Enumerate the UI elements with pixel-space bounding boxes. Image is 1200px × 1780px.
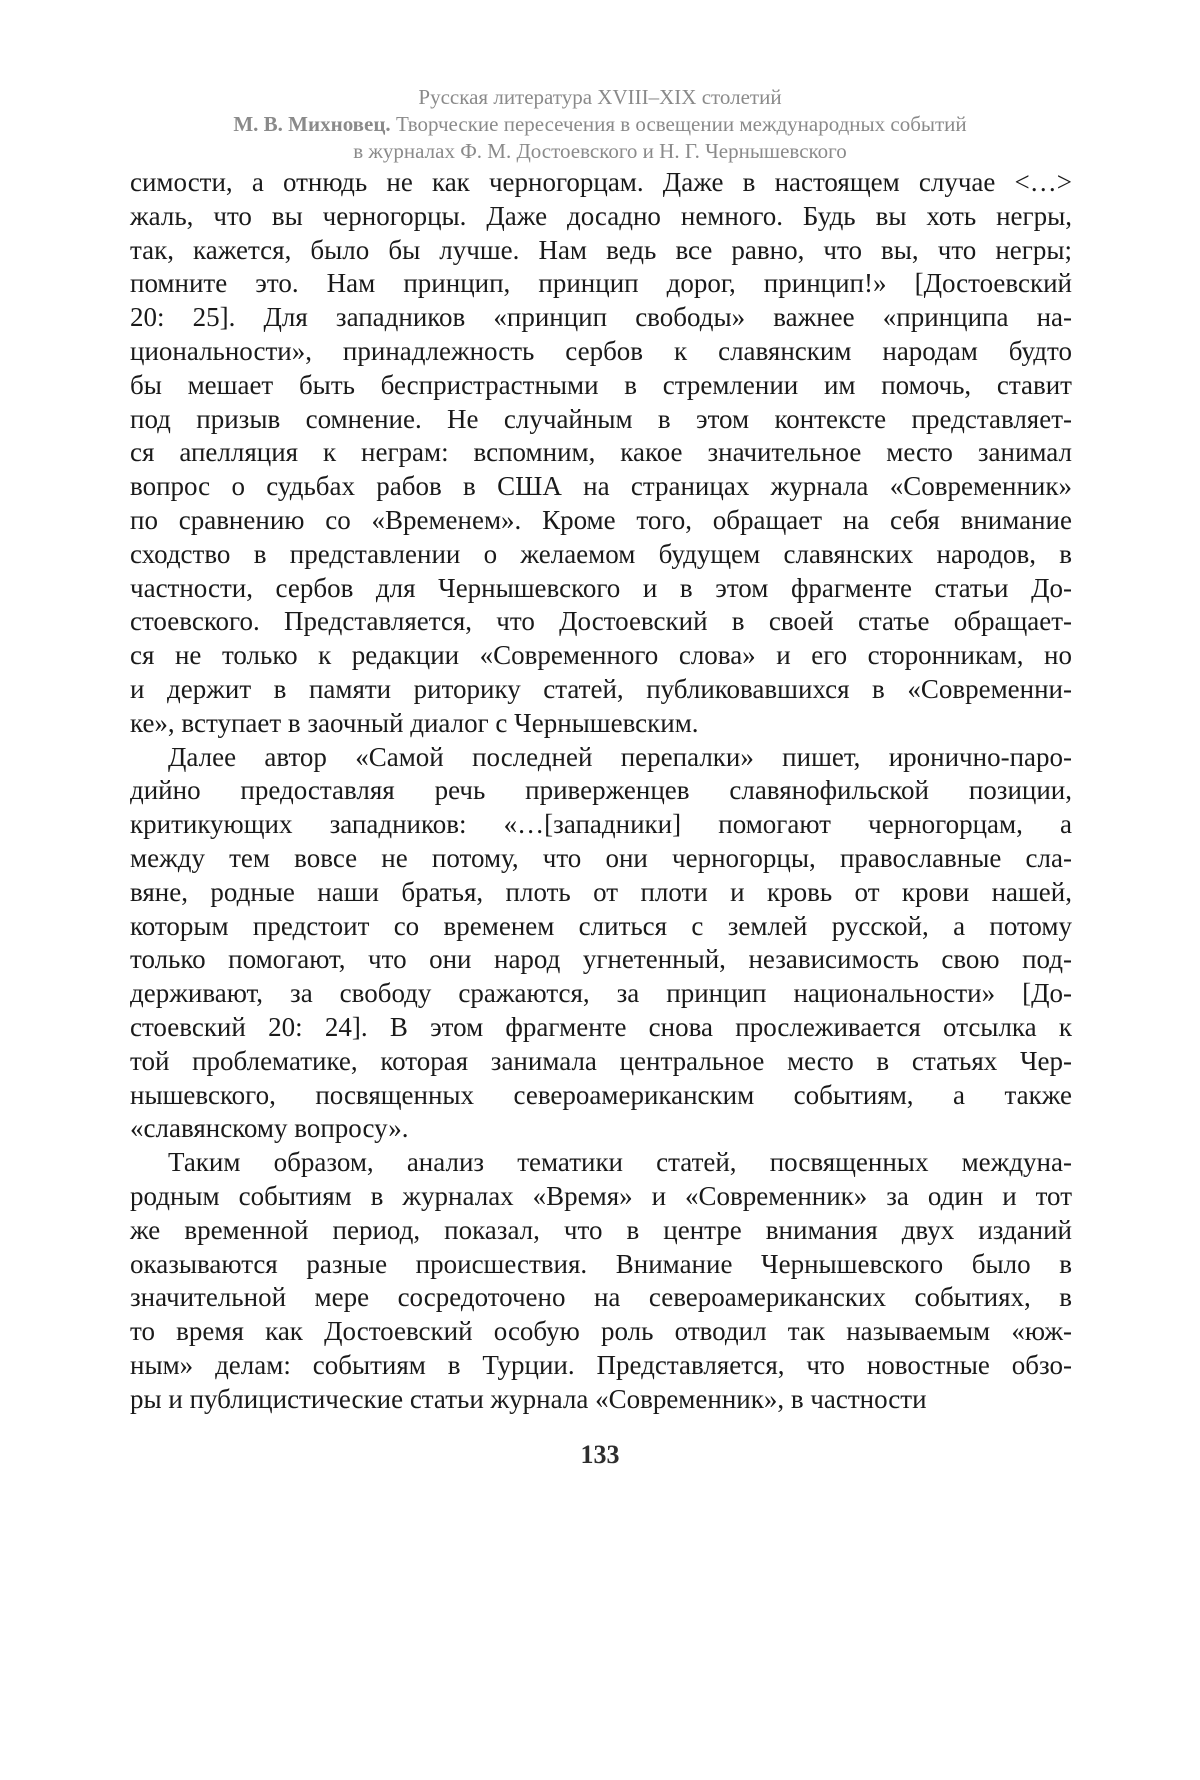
text-line: и держит в памяти риторику статей, публиковавшихся в «Современни- — [130, 673, 1072, 704]
text-line: оказываются разные происшествия. Внимание Чернышевского было в — [130, 1248, 1072, 1279]
text-line: Далее автор «Самой последней перепалки» пишет, иронично-паро- — [168, 741, 1072, 772]
text-line: ным» делам: событиям в Турции. Представляется, что новостные обзо- — [130, 1349, 1072, 1380]
text-line: ся апелляция к неграм: вспомним, какое значительное место занимал — [130, 437, 1072, 468]
body-text — [130, 166, 1072, 1416]
text-line: так, кажется, было бы лучше. Нам ведь все равно, что вы, что негры; — [130, 234, 1072, 265]
text-line: родным событиям в журналах «Время» и «Современник» за один и тот — [130, 1180, 1072, 1211]
text-line: «славянскому вопросу». — [130, 1113, 409, 1144]
text-line: под призыв сомнение. Не случайным в этом контексте представляет- — [130, 403, 1072, 434]
text-line: частности, сербов для Чернышевского и в этом фрагменте статьи До- — [130, 572, 1072, 603]
text-line: ке», вступает в заочный диалог с Чернышевским. — [130, 707, 699, 738]
paragraph — [130, 1146, 1072, 1416]
text-line: критикующих западников: «…[западники] помогают черногорцам, а — [130, 809, 1072, 840]
series-title: Русская литература XVIII–XIX столетий — [418, 85, 782, 109]
text-line: нышевского, посвященных североамериканским событиям, а также — [130, 1079, 1072, 1110]
text-line: стоевский 20: 24]. В этом фрагменте снова прослеживается отсылка к — [130, 1011, 1072, 1042]
text-line: вяне, родные наши братья, плоть от плоти и кровь от крови нашей, — [130, 876, 1072, 907]
text-line: по сравнению со «Временем». Кроме того, обращает на себя внимание — [130, 504, 1072, 535]
text-line: циональности», принадлежность сербов к славянским народам будто — [130, 335, 1072, 366]
text-line: дийно предоставляя речь приверженцев славянофильской позиции, — [130, 775, 1072, 806]
text-line: той проблематике, которая занимала центральное место в статьях Чер- — [130, 1045, 1072, 1076]
running-head — [0, 84, 1200, 165]
text-line: жаль, что вы черногорцы. Даже досадно немного. Будь вы хоть негры, — [130, 200, 1072, 231]
text-line: сходство в представлении о желаемом будущем славянских народов, в — [130, 538, 1072, 569]
text-line: значительной мере сосредоточено на североамериканских событиях, в — [130, 1282, 1072, 1313]
paragraph — [130, 741, 1072, 1147]
text-line: вопрос о судьбах рабов в США на страницах журнала «Современник» — [130, 471, 1072, 502]
text-line: помните это. Нам принцип, принцип дорог, принцип!» [Достоевский — [130, 268, 1072, 299]
text-line: только помогают, что они народ угнетенный, независимость свою под- — [130, 944, 1072, 975]
text-line: симости, а отнюдь не как черногорцам. Даже в настоящем случае <…> — [130, 167, 1072, 197]
text-line: бы мешает быть беспристрастными в стремлении им помочь, ставит — [130, 369, 1072, 400]
text-line: держивают, за свободу сражаются, за принцип национальности» [До- — [130, 978, 1072, 1009]
text-line: Таким образом, анализ тематики статей, посвященных междуна- — [168, 1147, 1072, 1178]
article-title-line1 — [0, 111, 1200, 138]
text-line: же временной период, показал, что в центре внимания двух изданий — [130, 1214, 1072, 1245]
text-line: ры и публицистические статьи журнала «Современник», в частности — [130, 1383, 927, 1414]
text-line: ся не только к редакции «Современного слова» и его сторонникам, но — [130, 640, 1072, 671]
article-title-rest: Творческие пересечения в освещении международных событий — [390, 112, 967, 136]
article-title-line2: в журналах Ф. М. Достоевского и Н. Г. Чернышевского — [353, 139, 847, 163]
text-line: стоевского. Представляется, что Достоевский в своей статье обращает- — [130, 606, 1072, 637]
text-line: то время как Достоевский особую роль отводил так называемым «юж- — [130, 1316, 1072, 1347]
text-line: 20: 25]. Для западников «принцип свободы» важнее «принципа на- — [130, 302, 1072, 333]
page-number: 133 — [580, 1440, 620, 1469]
author-name: М. В. Михновец. — [233, 112, 391, 136]
text-line: которым предстоит со временем слиться с землей русской, а потому — [130, 910, 1072, 941]
paragraph — [130, 166, 1072, 741]
text-line: между тем вовсе не потому, что они черногорцы, православные сла- — [130, 842, 1072, 873]
